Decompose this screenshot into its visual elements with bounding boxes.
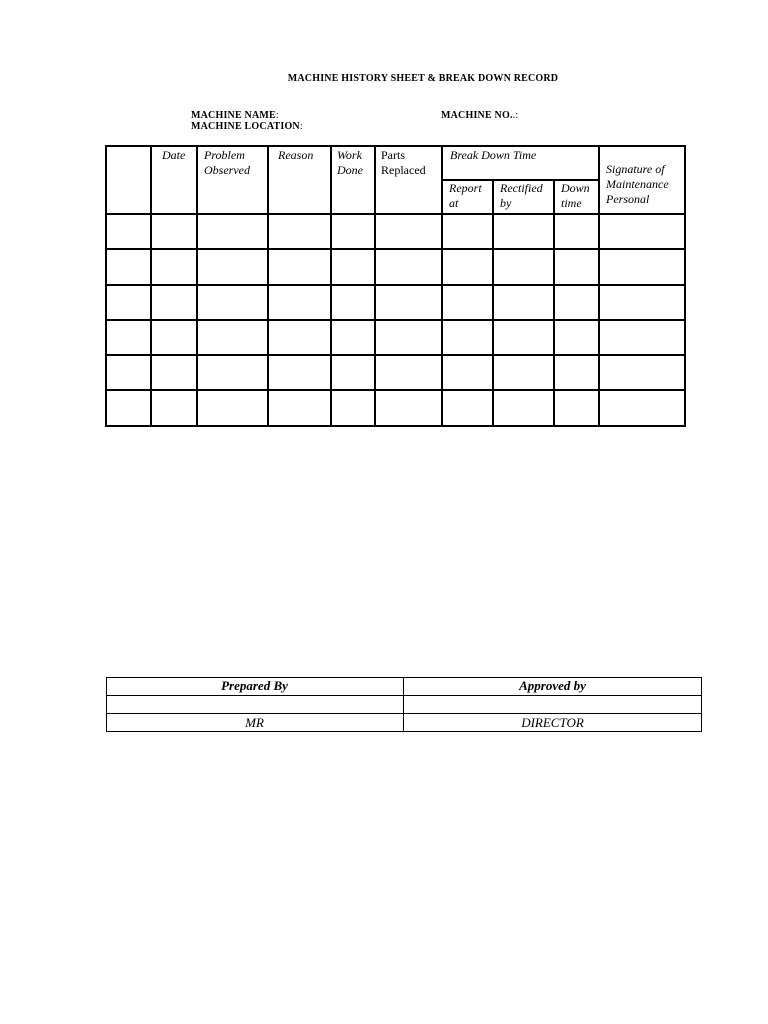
header-rectified-by xyxy=(500,181,543,211)
header-breakdown-time xyxy=(450,148,536,163)
header-report-line-1: Report xyxy=(449,181,482,195)
machine-name-field xyxy=(191,110,279,121)
header-report-line-2: at xyxy=(449,196,459,210)
header-sig-line-3: Personal xyxy=(606,192,650,206)
col-line-reason xyxy=(267,145,269,427)
approved-role: DIRECTOR xyxy=(521,715,584,730)
header-breakdown-text: Break Down Time xyxy=(450,148,537,162)
table-border-left xyxy=(105,145,107,427)
machine-location-field xyxy=(191,121,303,132)
header-problem-observed xyxy=(204,148,250,178)
col-line-breakdown xyxy=(441,145,443,427)
header-rectified-line-2: by xyxy=(500,196,512,210)
machine-name-colon: : xyxy=(275,110,279,121)
col-line-signature xyxy=(598,145,600,427)
header-sig-line-2: Maintenance xyxy=(606,177,669,191)
machine-no-field xyxy=(441,110,518,121)
signoff-border-right xyxy=(701,677,702,732)
approved-by-label: Approved by xyxy=(519,678,586,693)
col-line-rectified xyxy=(492,179,494,427)
header-report-at xyxy=(449,181,482,211)
header-rectified-line-1: Rectified xyxy=(500,181,543,195)
header-sig-line-1: Signature of xyxy=(606,162,665,176)
machine-location-colon: : xyxy=(299,121,303,132)
table-border-right xyxy=(684,145,686,427)
signoff-border-bottom xyxy=(106,731,702,732)
col-line-problem xyxy=(196,145,198,427)
header-down-line-1: Down xyxy=(561,181,590,195)
header-date xyxy=(162,148,185,163)
col-line-down xyxy=(553,179,555,427)
machine-no-label: MACHINE NO. xyxy=(441,110,513,121)
machine-name-label: MACHINE NAME xyxy=(191,110,276,121)
header-problem-line-1: Problem xyxy=(204,148,245,162)
header-signature xyxy=(606,162,669,207)
header-down-line-2: time xyxy=(561,196,582,210)
prepared-role: MR xyxy=(245,715,264,730)
col-line-date xyxy=(150,145,152,427)
signoff-line-1 xyxy=(106,695,702,696)
header-parts-line-1: Parts xyxy=(381,148,405,162)
header-reason xyxy=(278,148,313,163)
header-down-time xyxy=(561,181,590,211)
document-title: MACHINE HISTORY SHEET & BREAK DOWN RECORD xyxy=(287,73,559,84)
header-work-done xyxy=(337,148,363,178)
signoff-table xyxy=(106,677,702,732)
record-table xyxy=(105,145,686,427)
col-line-parts xyxy=(374,145,376,427)
header-date-text: Date xyxy=(162,148,186,162)
header-work-line-1: Work xyxy=(337,148,362,162)
header-work-line-2: Done xyxy=(337,163,363,177)
header-parts-replaced xyxy=(381,148,426,178)
header-problem-line-2: Observed xyxy=(204,163,250,177)
header-reason-text: Reason xyxy=(278,148,314,162)
machine-location-label: MACHINE LOCATION xyxy=(191,121,300,132)
machine-no-colon: .: xyxy=(512,110,519,121)
header-parts-line-2: Replaced xyxy=(381,163,426,177)
prepared-by-label: Prepared By xyxy=(221,678,288,693)
col-line-work xyxy=(330,145,332,427)
